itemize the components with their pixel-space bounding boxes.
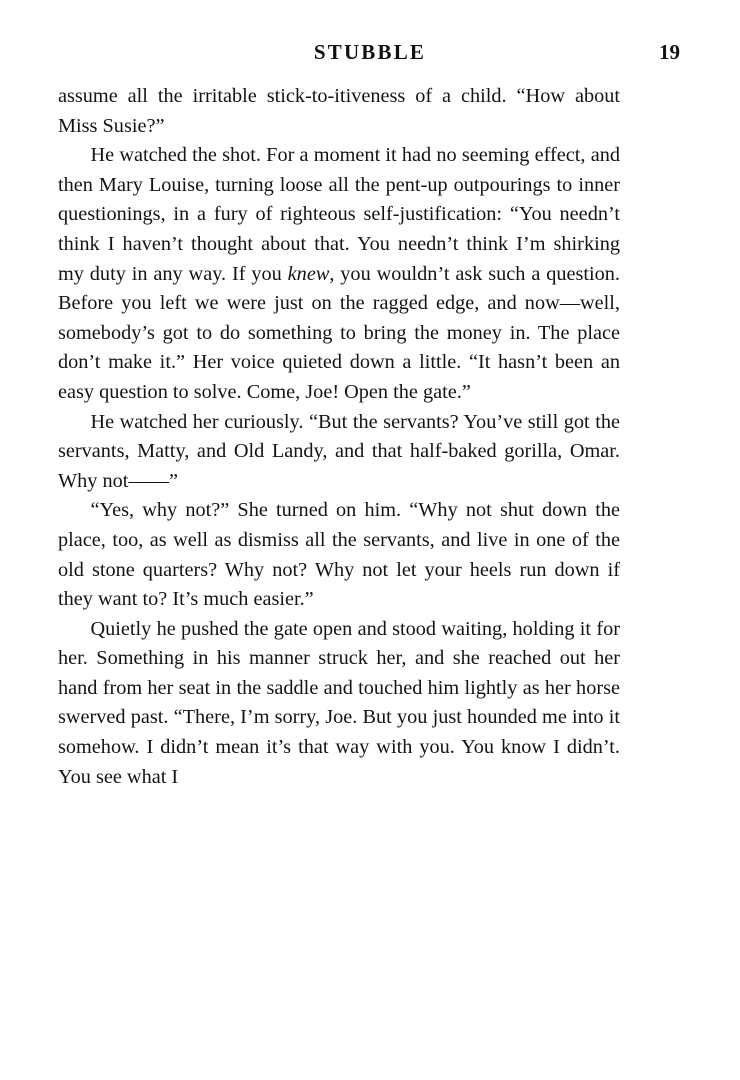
paragraph: assume all the irritable stick-to-itiveness of a child. “How about Miss Susie?” <box>58 85 620 137</box>
paragraph: He watched her curiously. “But the servants? You’ve still got the servants, Matty, and Old Landy, and that half-baked gorilla, Omar. Why not——” <box>58 410 620 492</box>
paragraph: He watched the shot. For a moment it had no seeming effect, and then Mary Louise, turning loose all the pent-up outpourings to inner questionings, in a fury of righteous self-justification: “You needn’t think I haven’t thought about that. You needn’t think I’m shirking my duty in any way. If you knew, you wouldn’t ask such a question. Before you left we were just on the ragged edge, and now—well, somebody’s got to do something to bring the money in. The place don’t make it.” Her voice quieted down a little. “It hasn’t been an easy question to solve. Come, Joe! Open the gate.” <box>58 144 620 403</box>
page-number: 19 <box>659 40 680 64</box>
paragraph: “Yes, why not?” She turned on him. “Why not shut down the place, too, as well as dismiss all the servants, and live in one of the old stone quarters? Why not? Why not let your heels run down if they want to? It’s much easier.” <box>58 499 620 611</box>
page-body <box>58 82 620 792</box>
running-head-title: STUBBLE <box>313 40 427 64</box>
paragraph: Quietly he pushed the gate open and stood waiting, holding it for her. Something in his manner struck her, and she reached out her hand from her seat in the saddle and touched him lightly as her horse swerved past. “There, I’m sorry, Joe. But you just hounded me into it somehow. I didn’t mean it’s that way with you. You know I didn’t. You see what I <box>58 617 620 788</box>
page-header <box>60 40 680 66</box>
